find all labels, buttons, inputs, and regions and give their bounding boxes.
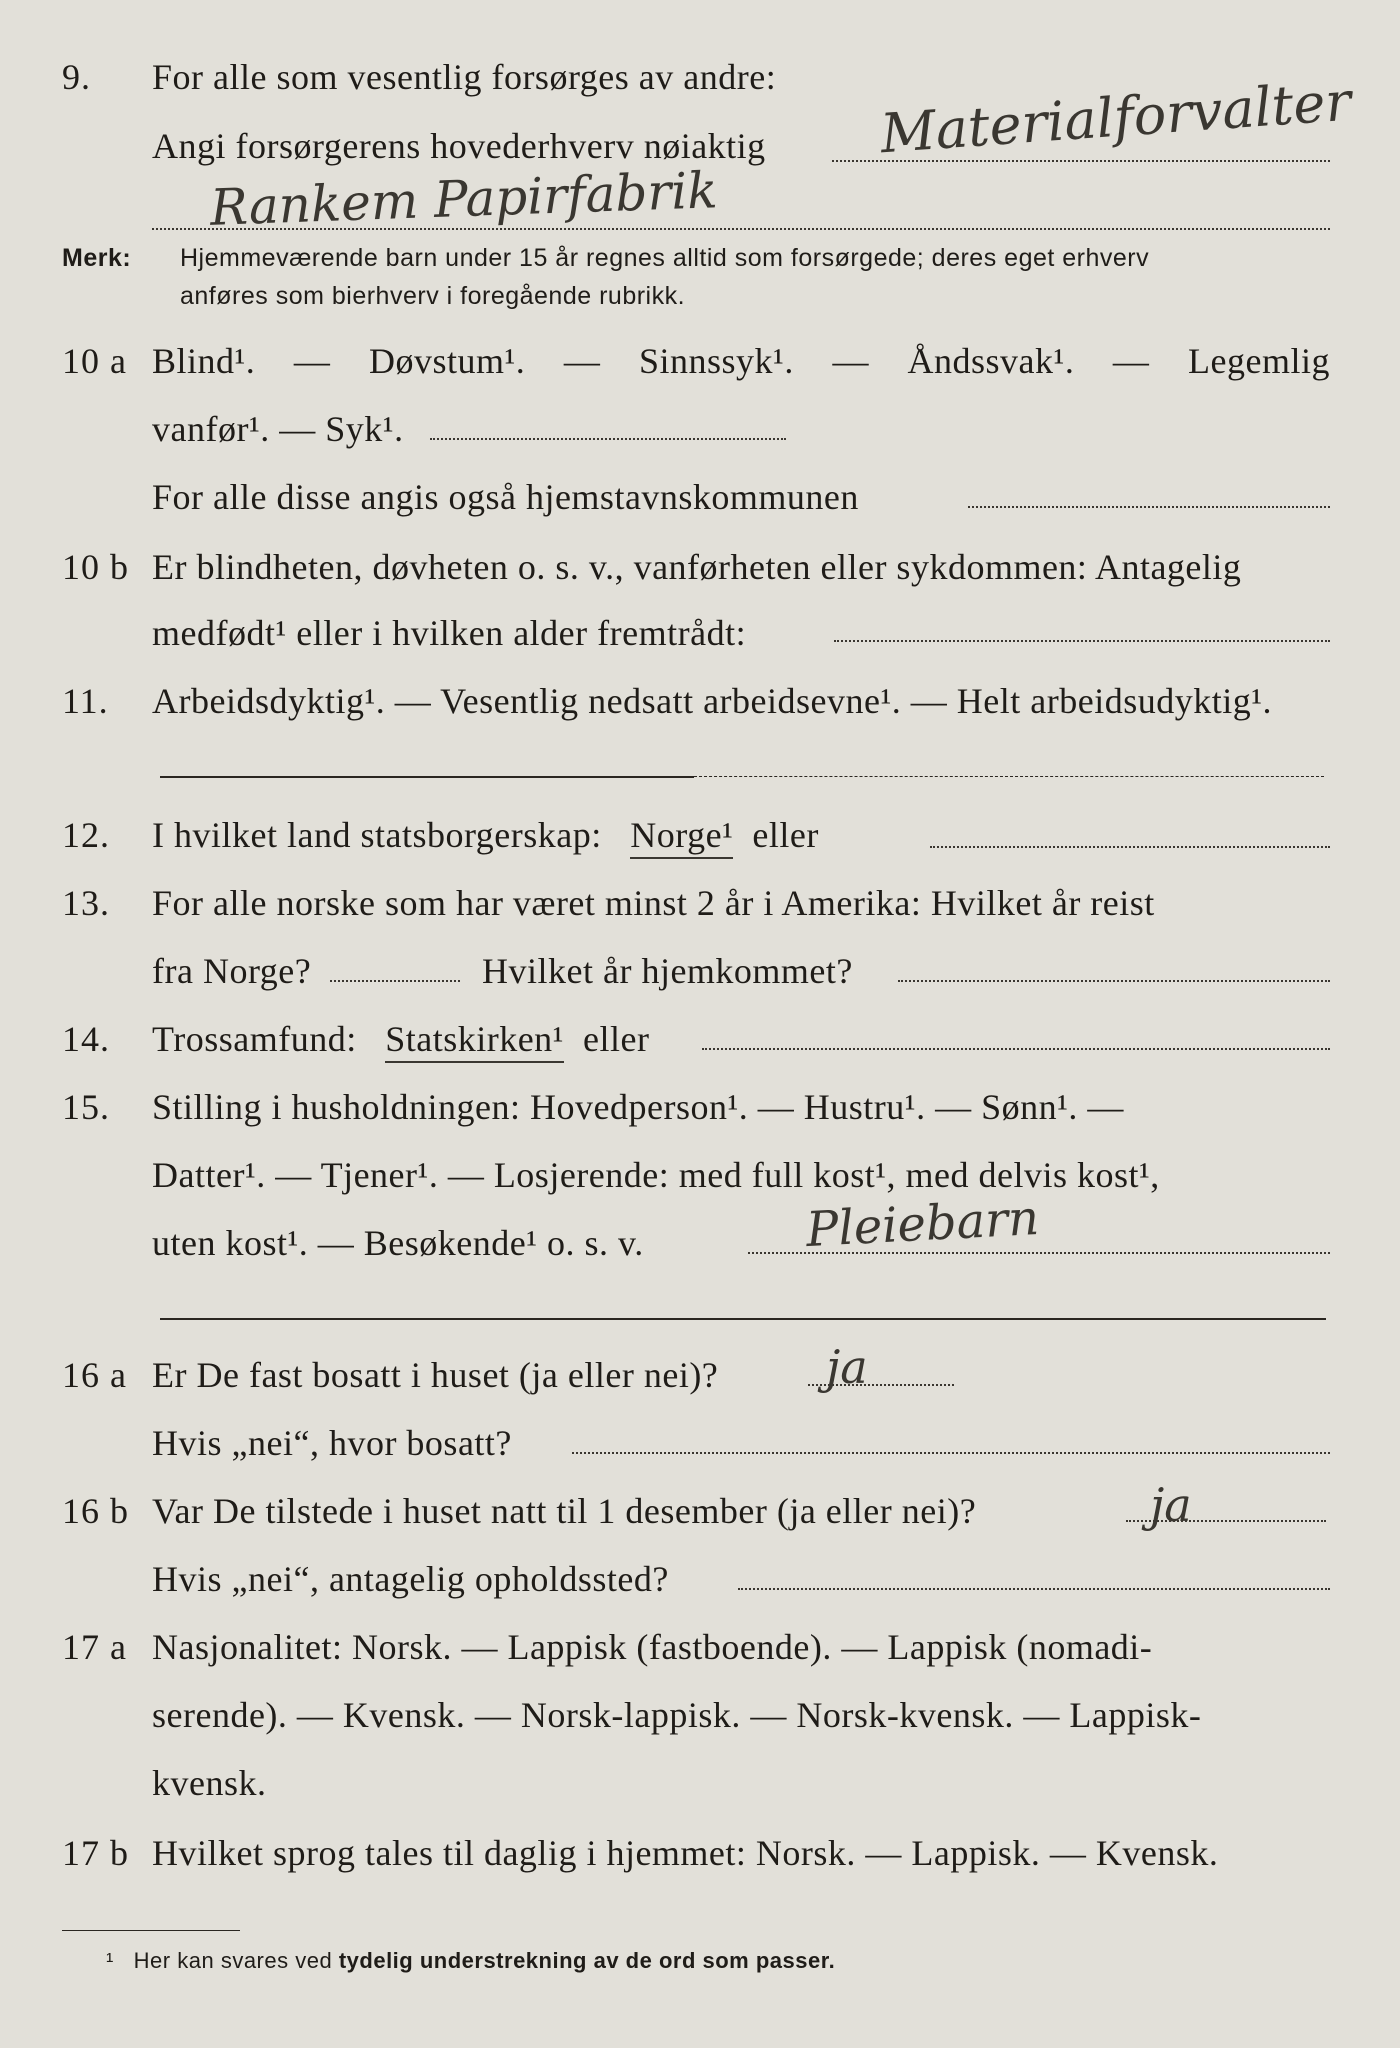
q11-separator-right (694, 776, 1324, 777)
q10a-line1 (152, 340, 1330, 382)
merk-line1: Hjemmeværende barn under 15 år regnes alltid som forsørgede; deres eget erhverv (180, 244, 1150, 272)
q15-separator (160, 1318, 1326, 1320)
q17a-line3: kvensk. (152, 1763, 267, 1803)
q10a-option-legemlig: Legemlig (1188, 341, 1330, 381)
q16b-number: 16 b (62, 1491, 129, 1531)
q10b-answer-line (834, 640, 1330, 642)
q10a-hjemstavn-line (968, 506, 1330, 508)
q10a-dash: — (1112, 341, 1150, 381)
footnote-mark: ¹ (106, 1948, 114, 1973)
q16a-line2: Hvis „nei“, hvor bosatt? (152, 1423, 512, 1463)
q16b-line1: Var De tilstede i huset natt til 1 desember (ja eller nei)? (152, 1491, 977, 1531)
q11-line1: Arbeidsdyktig¹. — Vesentlig nedsatt arbeidsevne¹. — Helt arbeidsudyktig¹. (152, 681, 1273, 721)
q16a-residence-line (572, 1452, 1330, 1454)
q14-question: Trossamfund: (152, 1019, 357, 1059)
q14-line (152, 1018, 649, 1060)
q10a-option-blind: Blind¹. (152, 341, 256, 381)
q14-number: 14. (62, 1019, 110, 1059)
q12-tail: eller (752, 815, 819, 855)
q9-line2: Angi forsørgerens hovederhverv nøiaktig (152, 126, 766, 166)
q15-handwritten-answer: Pleiebarn (804, 1189, 1041, 1259)
q14-tail: eller (582, 1019, 650, 1059)
q13-return-line (898, 980, 1330, 982)
q9-handwritten-employer: Rankem Papirfabrik (209, 161, 719, 237)
footnote-text: Her kan svares ved (133, 1948, 333, 1973)
footnote-rule (62, 1930, 240, 1931)
q9-number: 9. (62, 57, 91, 97)
q15-line2: Datter¹. — Tjener¹. — Losjerende: med full kost¹, med delvis kost¹, (152, 1155, 1160, 1195)
q10a-option-dovstum: Døvstum¹. (369, 341, 526, 381)
q16a-handwritten-answer: ja (826, 1340, 868, 1394)
q14-underlined-answer: Statskirken¹ (385, 1019, 564, 1063)
q16b-handwritten-answer: ja (1150, 1478, 1192, 1532)
q16a-line1: Er De fast bosatt i huset (ja eller nei)? (152, 1355, 719, 1395)
q13-number: 13. (62, 883, 110, 923)
q10b-line2: medfødt¹ eller i hvilken alder fremtrådt: (152, 613, 747, 653)
q11-number: 11. (62, 681, 109, 721)
q13-departure-line (330, 980, 460, 982)
q10a-line2: vanfør¹. — Syk¹. (152, 409, 404, 449)
merk-line2: anføres som bierhverv i foregående rubrikk. (180, 282, 686, 310)
footnote-bold-text: tydelig understrekning av de ord som passer. (338, 1948, 836, 1973)
q12-answer-line (930, 846, 1330, 848)
q15-number: 15. (62, 1087, 110, 1127)
q10a-option-andssvak: Åndssvak¹. (907, 341, 1075, 381)
q17a-line1: Nasjonalitet: Norsk. — Lappisk (fastboende). — Lappisk (nomadi- (152, 1627, 1153, 1667)
q16a-number: 16 a (62, 1355, 127, 1395)
q10a-line3: For alle disse angis også hjemstavnskommunen (152, 477, 859, 517)
q10b-number: 10 b (62, 547, 129, 587)
footnote (106, 1948, 835, 1974)
q12-number: 12. (62, 815, 110, 855)
q14-answer-line (702, 1048, 1330, 1050)
q9-line1: For alle som vesentlig forsørges av andre: (152, 57, 777, 97)
q17b-line1: Hvilket sprog tales til daglig i hjemmet: Norsk. — Lappisk. — Kvensk. (152, 1833, 1219, 1873)
q13-line2a: fra Norge? (152, 951, 312, 991)
q13-line1: For alle norske som har været minst 2 år i Amerika: Hvilket år reist (152, 883, 1155, 923)
q16b-line2: Hvis „nei“, antagelig opholdssted? (152, 1559, 669, 1599)
q10a-option-sinnssyk: Sinnssyk¹. (639, 341, 794, 381)
q17a-line2: serende). — Kvensk. — Norsk-lappisk. — Norsk-kvensk. — Lappisk- (152, 1695, 1202, 1735)
q10a-answer-line (430, 438, 786, 440)
q15-line1: Stilling i husholdningen: Hovedperson¹. — Hustru¹. — Sønn¹. — (152, 1087, 1124, 1127)
q12-underlined-answer: Norge¹ (630, 815, 733, 859)
q13-line2b: Hvilket år hjemkommet? (482, 951, 853, 991)
q10b-line1: Er blindheten, døvheten o. s. v., vanførheten eller sykdommen: Antagelig (152, 547, 1242, 587)
q16b-location-line (738, 1588, 1330, 1590)
q17a-number: 17 a (62, 1627, 127, 1667)
q12-question: I hvilket land statsborgerskap: (152, 815, 602, 855)
q10a-dash: — (293, 341, 331, 381)
q10a-dash: — (832, 341, 869, 381)
q11-separator-left (160, 776, 694, 778)
q10a-number: 10 a (62, 341, 127, 381)
merk-label: Merk: (62, 244, 132, 272)
q17b-number: 17 b (62, 1833, 129, 1873)
q9-handwritten-occupation: Materialforvalter (878, 69, 1354, 166)
q15-line3: uten kost¹. — Besøkende¹ o. s. v. (152, 1223, 644, 1263)
q12-line (152, 814, 819, 856)
q10a-dash: — (563, 341, 601, 381)
